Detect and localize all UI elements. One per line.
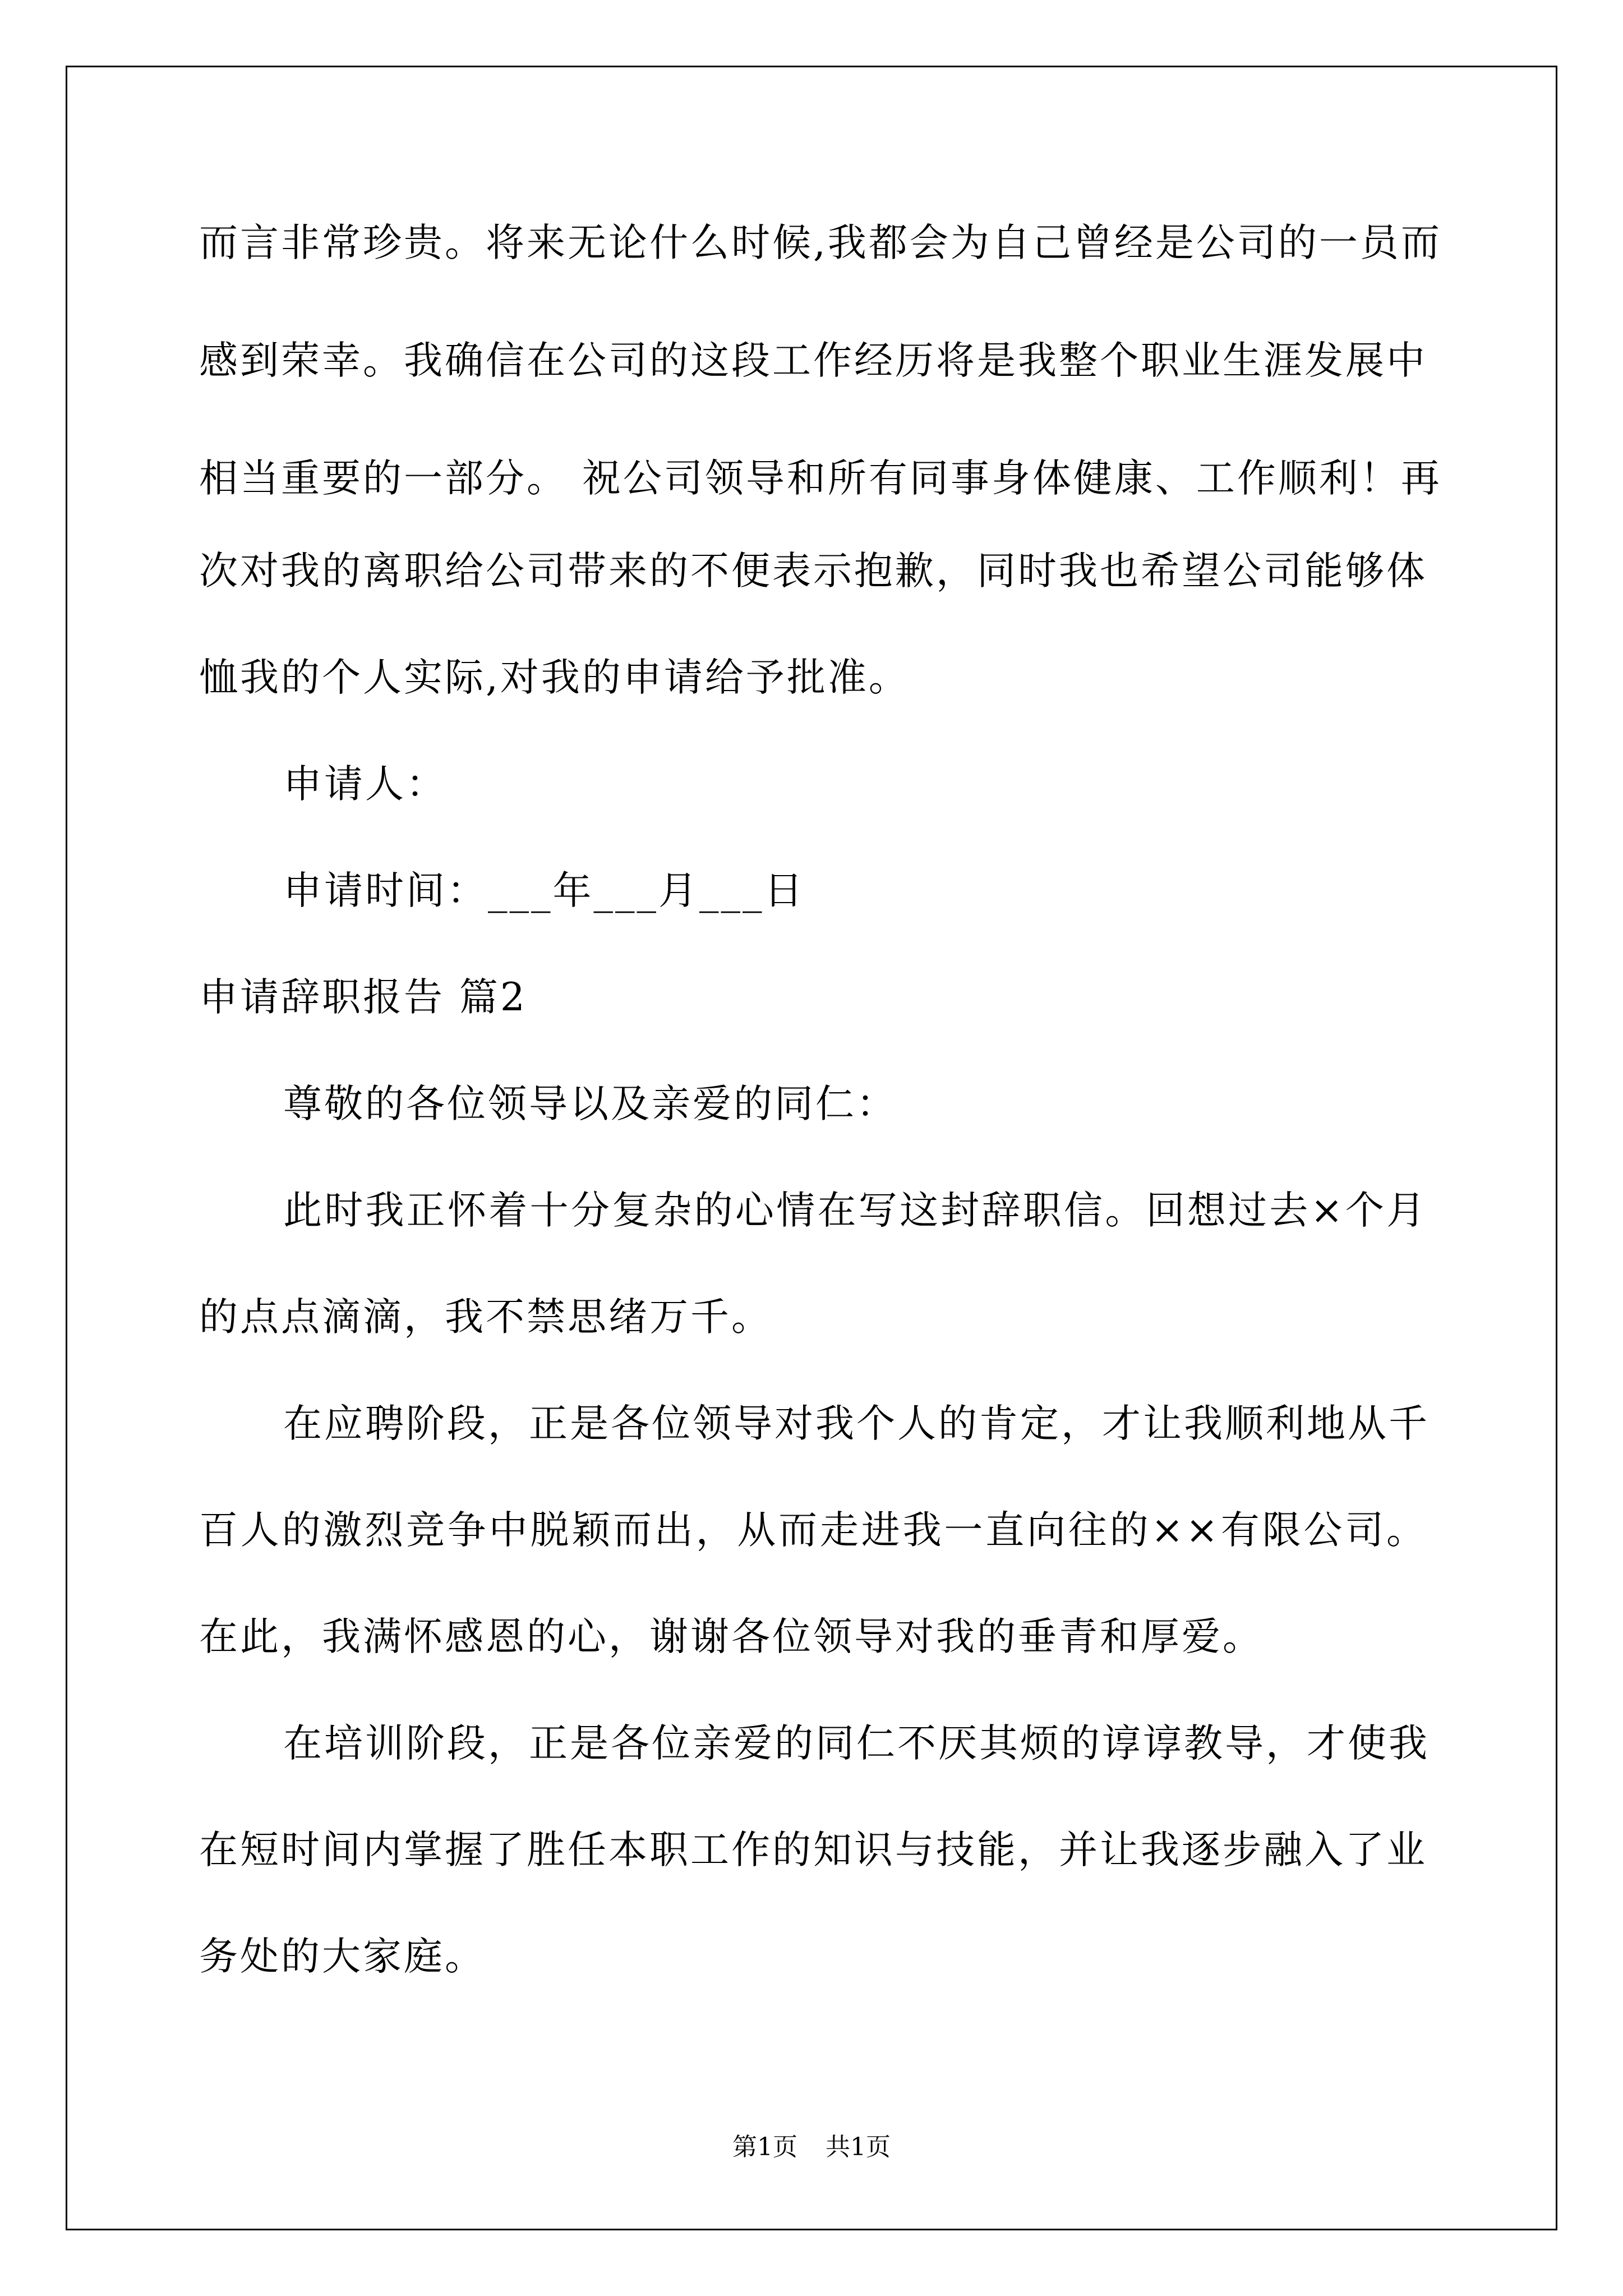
paragraph-line: 感到荣幸。我确信在公司的这段工作经历将是我整个职业生涯发展中 bbox=[199, 338, 1427, 383]
paragraph-line: 在应聘阶段，正是各位领导对我个人的肯定，才让我顺利地从千 bbox=[283, 1401, 1430, 1446]
page-number: 第1页 bbox=[732, 2133, 797, 2161]
page-footer bbox=[0, 2132, 1623, 2163]
paragraph-line: 而言非常珍贵。将来无论什么时候,我都会为自己曾经是公司的一员而 bbox=[199, 220, 1442, 265]
paragraph-line: 相当重要的一部分。 祝公司领导和所有同事身体健康、工作顺利！再 bbox=[199, 456, 1442, 501]
page-border bbox=[66, 66, 1557, 2230]
total-pages: 共1页 bbox=[826, 2133, 891, 2161]
paragraph-line: 的点点滴滴，我不禁思绪万千。 bbox=[199, 1295, 772, 1340]
salutation: 尊敬的各位领导以及亲爱的同仁： bbox=[283, 1082, 897, 1126]
paragraph-line: 此时我正怀着十分复杂的心情在写这封辞职信。回想过去×个月 bbox=[283, 1188, 1427, 1233]
paragraph-line: 在短时间内掌握了胜任本职工作的知识与技能，并让我逐步融入了业 bbox=[199, 1828, 1427, 1872]
applicant-label: 申请人： bbox=[283, 762, 447, 807]
section-heading: 申请辞职报告 篇2 bbox=[199, 975, 527, 1020]
application-date-line: 申请时间：___年___月___日 bbox=[283, 868, 805, 913]
paragraph-line: 在此，我满怀感恩的心，谢谢各位领导对我的垂青和厚爱。 bbox=[199, 1614, 1264, 1659]
paragraph-line: 百人的激烈竞争中脱颖而出，从而走进我一直向往的××有限公司。 bbox=[199, 1508, 1427, 1553]
paragraph-line: 务处的大家庭。 bbox=[199, 1934, 486, 1979]
paragraph-line: 在培训阶段，正是各位亲爱的同仁不厌其烦的谆谆教导，才使我 bbox=[283, 1721, 1430, 1766]
paragraph-line: 恤我的个人实际,对我的申请给予批准。 bbox=[199, 655, 910, 700]
paragraph-line: 次对我的离职给公司带来的不便表示抱歉，同时我也希望公司能够体 bbox=[199, 549, 1427, 593]
